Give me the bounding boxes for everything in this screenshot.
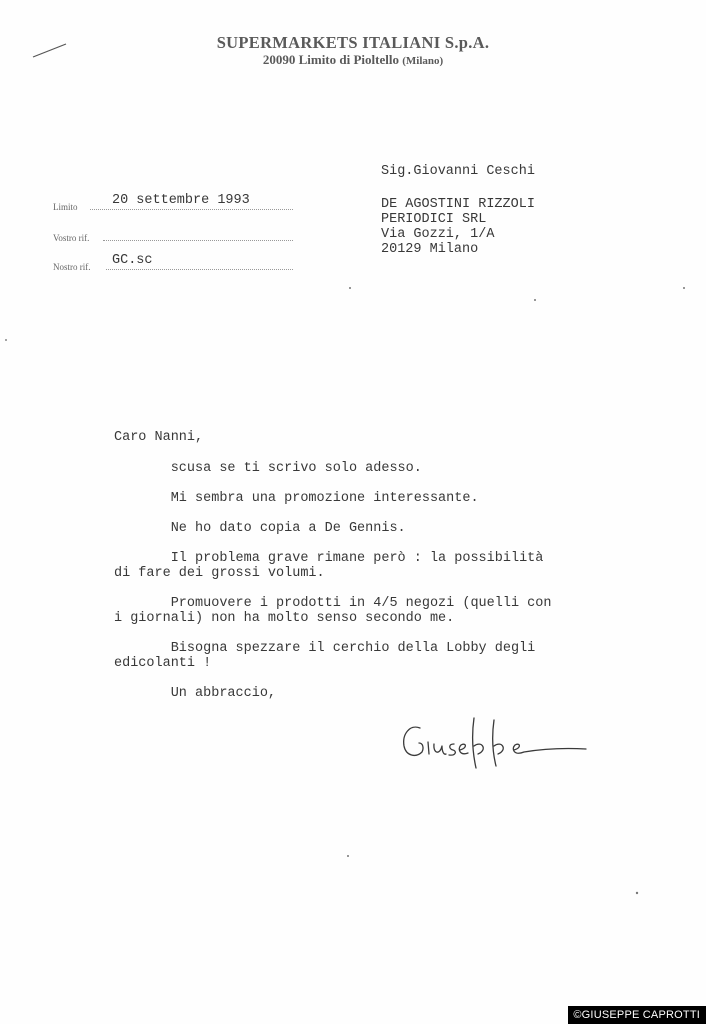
recipient-line: Via Gozzi, 1/A bbox=[381, 227, 495, 242]
our-ref-dotted-line bbox=[106, 269, 293, 270]
recipient-line: DE AGOSTINI RIZZOLI bbox=[381, 197, 535, 212]
signature bbox=[398, 710, 598, 770]
your-ref-label: Vostro rif. bbox=[53, 233, 90, 243]
scan-speck bbox=[634, 890, 640, 896]
paragraph: Bisogna spezzare il cerchio della Lobby degli edicolanti ! bbox=[114, 641, 536, 671]
paragraph: Il problema grave rimane però : la possibilità di fare dei grossi volumi. bbox=[114, 551, 544, 581]
your-ref-field bbox=[53, 227, 293, 243]
scan-speck bbox=[532, 298, 538, 302]
recipient-line: PERIODICI SRL bbox=[381, 212, 487, 227]
copyright-watermark: ©GIUSEPPE CAPROTTI bbox=[568, 1006, 706, 1024]
paragraph: Promuovere i prodotti in 4/5 negozi (quelli con i giornali) non ha molto senso secondo me. bbox=[114, 596, 552, 626]
scan-speck bbox=[682, 286, 686, 290]
scan-speck bbox=[4, 338, 8, 342]
salutation: Caro Nanni, bbox=[114, 430, 204, 445]
recipient-attention: Sig.Giovanni Ceschi bbox=[381, 164, 535, 179]
date-value: 20 settembre 1993 bbox=[112, 193, 250, 208]
our-ref-value: GC.sc bbox=[112, 253, 153, 268]
our-ref-field bbox=[53, 253, 293, 272]
date-field bbox=[53, 193, 293, 212]
your-ref-dotted-line bbox=[103, 240, 293, 241]
recipient-line: 20129 Milano bbox=[381, 242, 479, 257]
scan-speck bbox=[348, 286, 352, 290]
scan-speck bbox=[346, 854, 350, 858]
recipient-block bbox=[381, 164, 535, 257]
recipient-spacer bbox=[381, 179, 535, 197]
letterhead-address bbox=[0, 52, 706, 68]
date-dotted-line bbox=[90, 209, 293, 210]
paragraph: scusa se ti scrivo solo adesso. bbox=[114, 461, 422, 476]
paragraph: Un abbraccio, bbox=[114, 686, 277, 701]
paragraph: Mi sembra una promozione interessante. bbox=[114, 491, 479, 506]
letterhead-company: SUPERMARKETS ITALIANI S.p.A. bbox=[216, 33, 490, 52]
letterhead-province: (Milano) bbox=[402, 55, 444, 67]
date-label: Limito bbox=[53, 202, 78, 212]
letterhead-address-line: 20090 Limito di Pioltello bbox=[262, 52, 399, 67]
paragraph: Ne ho dato copia a De Gennis. bbox=[114, 521, 406, 536]
letter-body bbox=[114, 430, 594, 701]
our-ref-label: Nostro rif. bbox=[53, 262, 91, 272]
